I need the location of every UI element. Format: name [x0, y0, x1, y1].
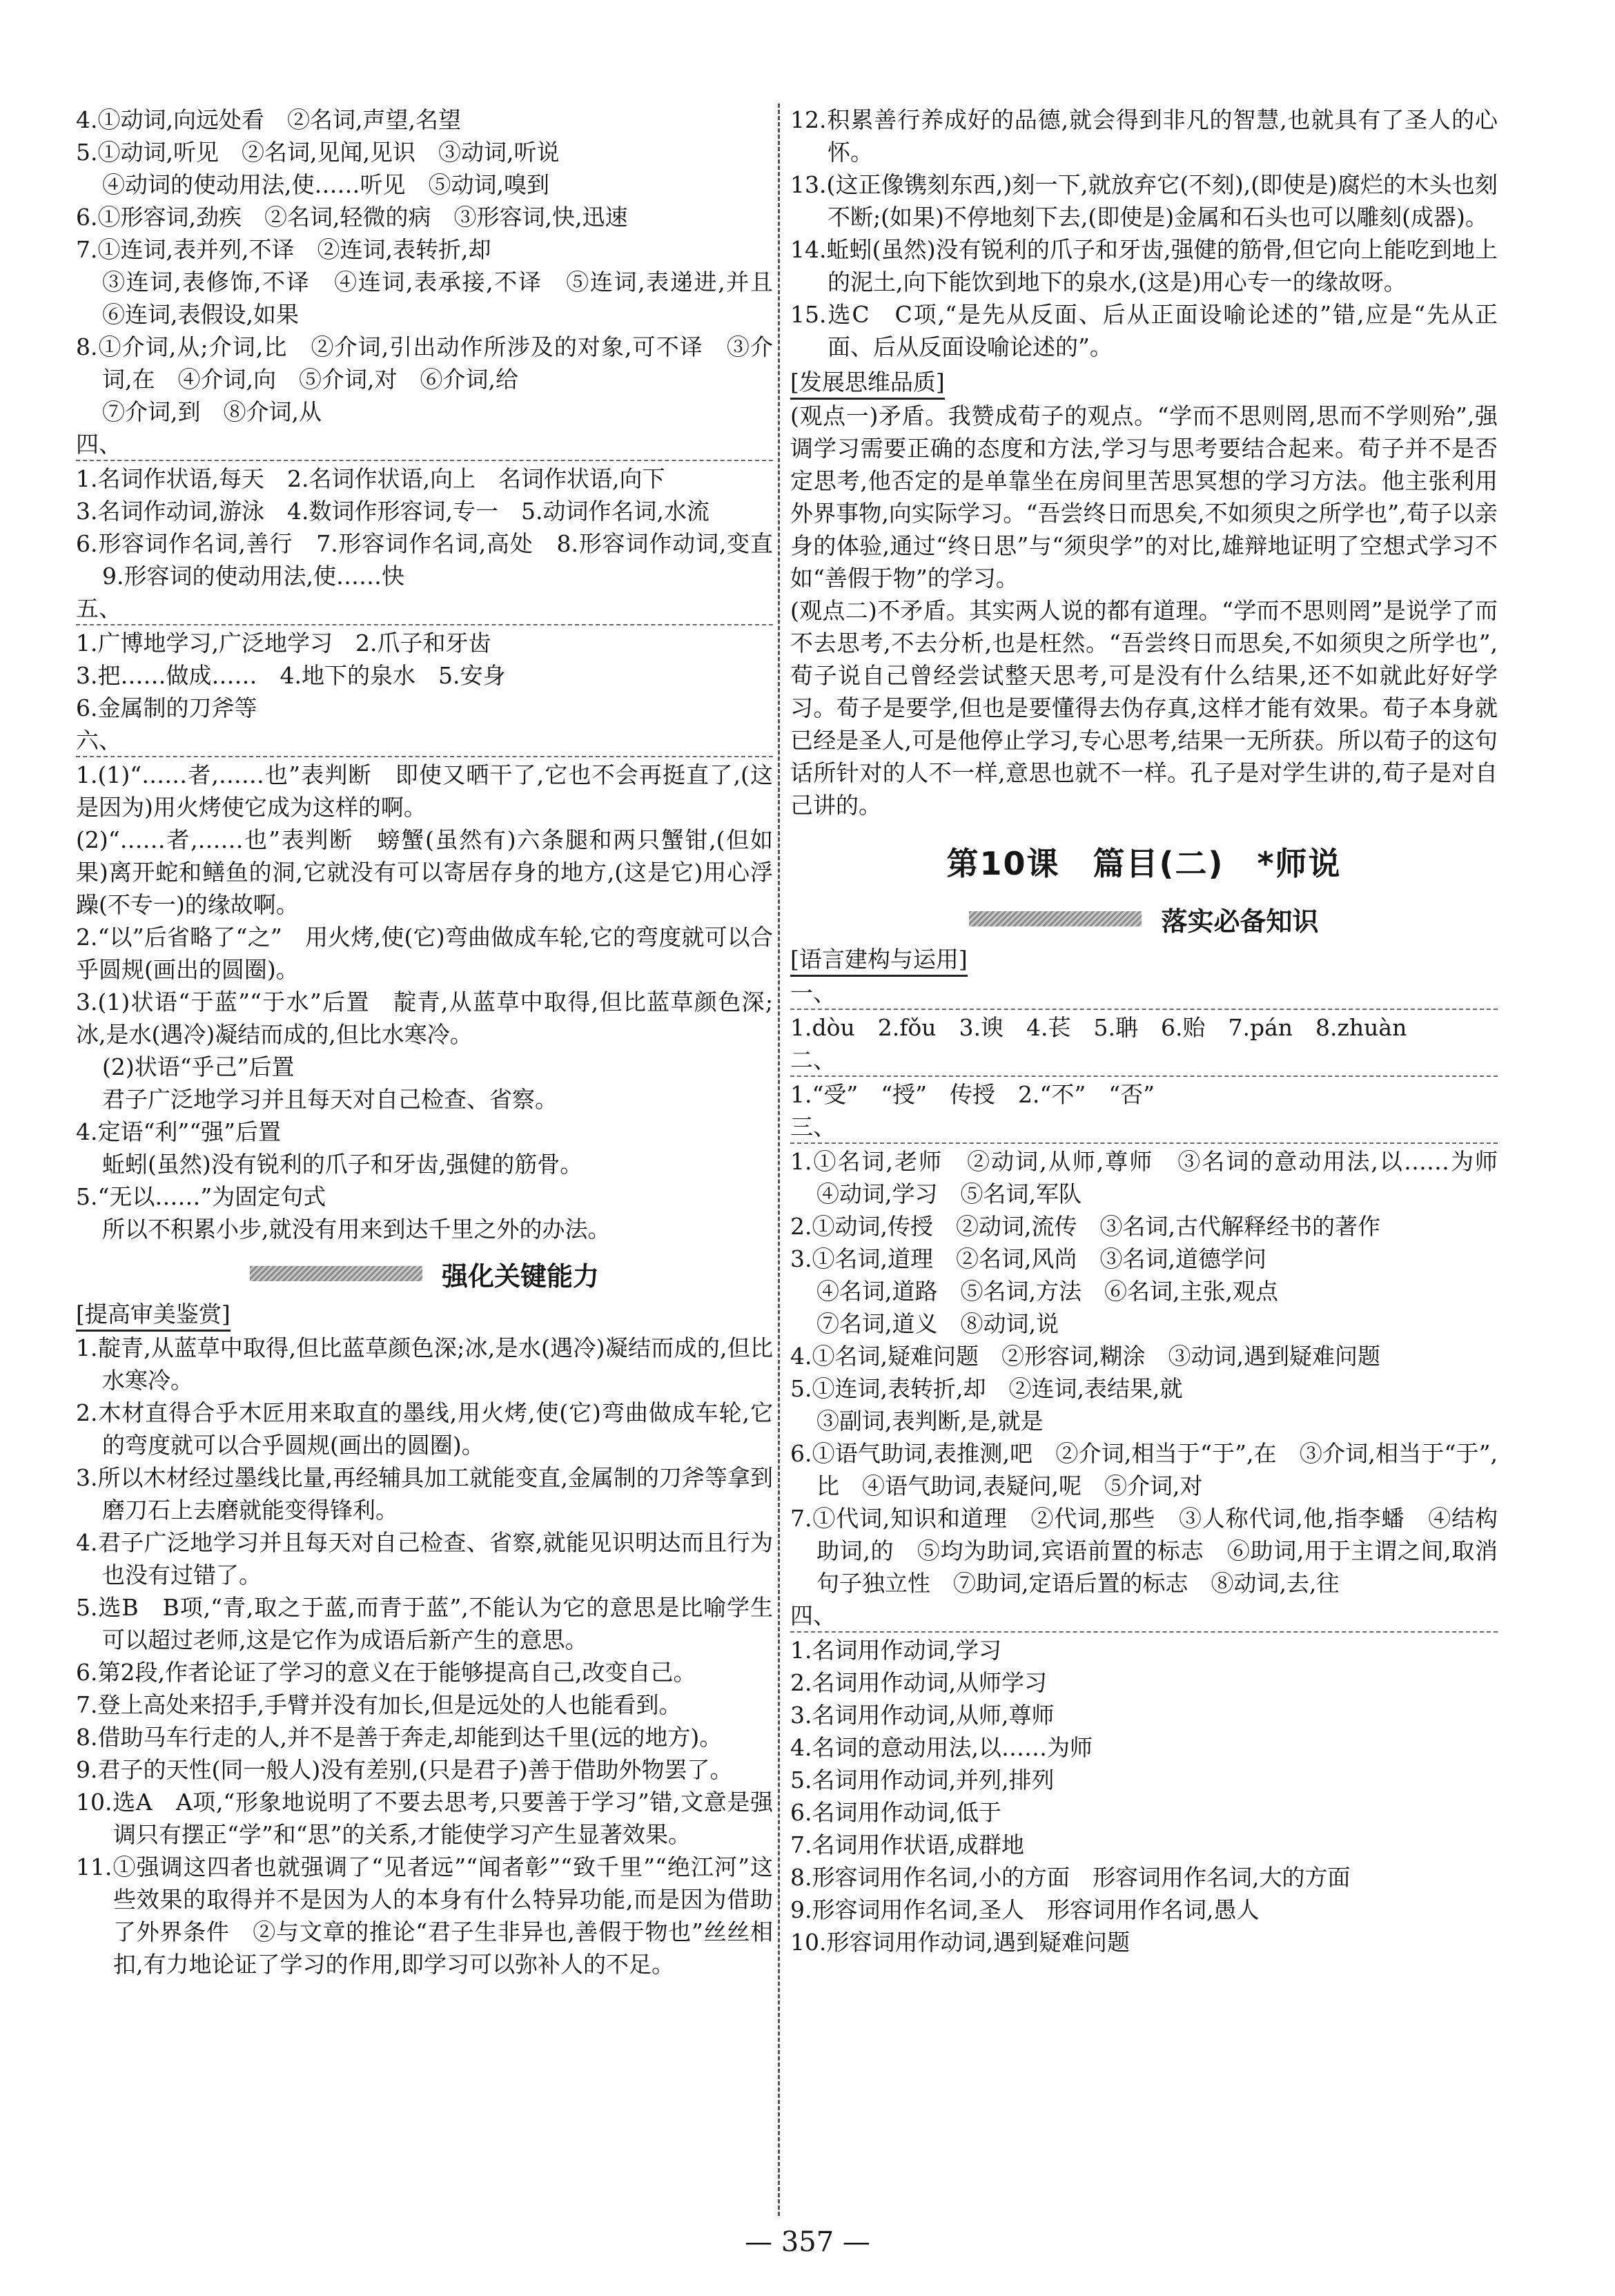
section-heading: 一、	[790, 980, 1498, 1010]
answer-line: ④动词的使动用法,使……听见 ⑤动词,嗅到	[102, 171, 549, 198]
answer-line: 5.①动词,听见 ②名词,见闻,见识 ③动词,听说	[76, 139, 560, 166]
answer-line: 1.广博地学习,广泛地学习 2.爪子和牙齿	[76, 630, 491, 656]
answer-line: 7.①连词,表并列,不译 ②连词,表转折,却	[76, 236, 491, 263]
left-column	[76, 104, 796, 1981]
answer-line: 3.名词用作动词,从师,尊师	[790, 1702, 1055, 1729]
answer-line: 1.(1)“……者,……也”表判断 即使又晒干了,它也不会再挺直了,(这是因为)用火烤使它成为这样的啊。	[76, 761, 773, 821]
answer-line: ⑦介词,到 ⑧介词,从	[102, 398, 322, 425]
answer-line: 2.木材直得合乎木匠用来取直的墨线,用火烤,使(它)弯曲做成车轮,它的弯度就可以合乎圆规(画出的圆圈)。	[76, 1399, 773, 1459]
section-heading: 三、	[790, 1113, 1498, 1144]
answer-line: 10.选A A项,“形象地说明了不要去思考,只要善于学习”错,文意是强调只有摆正“学”和“思”的关系,才能使学习产生显著效果。	[76, 1789, 773, 1848]
right-column	[790, 104, 1520, 1958]
answer-line: 5.“无以……”为固定句式	[76, 1183, 326, 1210]
essay-paragraph: (观点二)不矛盾。其实两人说的都有道理。“学而不思则罔”是说学了而不去思考,不去分析,也是枉然。“吾尝终日而思矣,不如须臾之所学也”,荀子说自己曾经尝试整天思考,可是没有什么结果,还不如就此好好学习。荀子是要学,但也是要懂得去伪存真,这样才能有效果。荀子本身就已经是圣人,可是他停止学习,专心思考,结果一无所获。所以荀子的这句话所针对的人不一样,意思也就不一样。孔子是对学生讲的,荀子是对自己讲的。	[790, 597, 1498, 819]
section-heading: 五、	[76, 595, 773, 625]
answer-line: ⑦名词,道义 ⑧动词,说	[816, 1310, 1059, 1337]
answer-line: 3.①名词,道理 ②名词,风尚 ③名词,道德学问	[790, 1245, 1266, 1272]
answer-line: (2)“……者,……也”表判断 螃蟹(虽然有)六条腿和两只蟹钳,(但如果)离开蛇和鳝鱼的洞,它就没有可以寄居存身的地方,(这是它)用心浮躁(不专一)的缘故啊。	[76, 826, 773, 918]
answer-line: 6.金属制的刀斧等	[76, 694, 257, 721]
column-divider	[778, 104, 780, 2216]
section-heading: 四、	[790, 1602, 1498, 1633]
answer-line: 3.所以木材经过墨线比量,再经辅具加工就能变直,金属制的刀斧等拿到磨刀石上去磨就能变得锋利。	[76, 1464, 773, 1524]
answer-line: 3.把……做成…… 4.地下的泉水 5.安身	[76, 662, 506, 689]
answer-line: 1.靛青,从蓝草中取得,但比蓝草颜色深;冰,是水(遇冷)凝结而成的,但比水寒冷。	[76, 1334, 773, 1394]
answer-line: 1.dòu 2.fǒu 3.谀 4.苌 5.聃 6.贻 7.pán 8.zhuàn	[790, 1014, 1407, 1041]
answer-line: 9.形容词用作名词,圣人 形容词用作名词,愚人	[790, 1896, 1260, 1923]
answer-line: 14.蚯蚓(虽然)没有锐利的爪子和牙齿,强健的筋骨,但它向上能吃到地上的泥土,向下能饮到地下的泉水,(这是)用心专一的缘故呀。	[790, 236, 1498, 295]
answer-line: 15.选C C项,“是先从反面、后从正面设喻论述的”错,应是“先从正面、后从反面设喻论述的”。	[790, 301, 1498, 360]
answer-line: 1.名词用作动词,学习	[790, 1637, 1001, 1664]
answer-line: 6.形容词作名词,善行 7.形容词作名词,高处 8.形容词作动词,变直 9.形容词的使动用法,使……快	[76, 530, 796, 590]
lesson-title: 第10课 篇目(二) *师说	[946, 845, 1342, 882]
band-title: 强化关键能力	[441, 1261, 599, 1292]
answer-line: (2)状语“乎己”后置	[102, 1053, 295, 1080]
answer-line: 12.积累善行养成好的品德,就会得到非凡的智慧,也就具有了圣人的心怀。	[790, 106, 1498, 166]
answer-line: 7.①代词,知识和道理 ②代词,那些 ③人称代词,他,指李蟠 ④结构助词,的 ⑤均为助词,宾语前置的标志 ⑥助词,用于主谓之间,取消句子独立性 ⑦助词,定语后置的标志 ⑧动词,去,往	[790, 1505, 1498, 1597]
answer-line: 1.①名词,老师 ②动词,从师,尊师 ③名词的意动用法,以……为师 ④动词,学习 ⑤名词,军队	[790, 1148, 1520, 1207]
section-heading: 四、	[76, 431, 773, 461]
answer-line: 7.名词用作状语,成群地	[790, 1831, 1024, 1858]
answer-line: 4.①动词,向远处看 ②名词,声望,名望	[76, 106, 461, 133]
answer-line: 8.借助马车行走的人,并不是善于奔走,却能到达千里(远的地方)。	[76, 1724, 723, 1751]
band-stripe	[969, 911, 1142, 926]
answer-line: ③副词,表判断,是,就是	[816, 1408, 1044, 1434]
answer-line: 3.(1)状语“于蓝”“于水”后置 靛青,从蓝草中取得,但比蓝草颜色深;冰,是水(遇冷)凝结而成的,但比水寒冷。	[76, 989, 773, 1048]
answer-line: 6.①语气助词,表推测,吧 ②介词,相当于“于”,在 ③介词,相当于“于”,比 ④语气助词,表疑问,呢 ⑤介词,对	[790, 1440, 1498, 1499]
answer-line: 3.名词作动词,游泳 4.数词作形容词,专一 5.动词作名词,水流	[76, 498, 709, 525]
essay-paragraph: (观点一)矛盾。我赞成荀子的观点。“学而不思则罔,思而不学则殆”,强调学习需要正确的态度和方法,学习与思考要结合起来。荀子并不是否定思考,他否定的是单靠坐在房间里苦思冥想的学习方法。他主张利用外界事物,向实际学习。“吾尝终日而思矣,不如须臾之所学也”,荀子以亲身的体验,通过“终日思”与“须臾学”的对比,雄辩地证明了空想式学习不如“善假于物”的学习。	[790, 402, 1498, 592]
answer-line: 2.①动词,传授 ②动词,流传 ③名词,古代解释经书的著作	[790, 1213, 1380, 1240]
answer-line: 6.第2段,作者论证了学习的意义在于能够提高自己,改变自己。	[76, 1659, 696, 1686]
answer-line: 4.定语“利”“强”后置	[76, 1118, 281, 1145]
answer-line: 5.①连词,表转折,却 ②连词,表结果,就	[790, 1375, 1183, 1402]
subsection-tag: [发展思维品质]	[790, 367, 1498, 400]
band-title: 落实必备知识	[1161, 906, 1319, 937]
section-band	[76, 1252, 773, 1295]
section-heading: 二、	[790, 1047, 1498, 1077]
answer-line: 9.君子的天性(同一般人)没有差别,(只是君子)善于借助外物罢了。	[76, 1756, 733, 1783]
answer-line: 6.名词用作动词,低于	[790, 1799, 1001, 1826]
answer-line: 2.名词用作动词,从师学习	[790, 1669, 1047, 1696]
page-number: — 357 —	[745, 2226, 870, 2258]
section-band	[790, 897, 1498, 940]
answer-line: 13.(这正像镌刻东西,)刻一下,就放弃它(不刻),(即使是)腐烂的木头也刻不断;(如果)不停地刻下去,(即使是)金属和石头也可以雕刻(成器)。	[790, 171, 1498, 231]
answer-line: 5.选B B项,“青,取之于蓝,而青于蓝”,不能认为它的意思是比喻学生可以超过老师,这是它作为成语后新产生的意思。	[76, 1594, 773, 1653]
band-stripe	[250, 1266, 422, 1281]
answer-line: 1.“受” “授” 传授 2.“不” “否”	[790, 1081, 1155, 1108]
section-heading: 六、	[76, 727, 773, 757]
answer-line: 6.①形容词,劲疾 ②名词,轻微的病 ③形容词,快,迅速	[76, 204, 628, 231]
answer-line: 10.形容词用作动词,遇到疑难问题	[790, 1929, 1130, 1956]
answer-line: 1.名词作状语,每天 2.名词作状语,向上 名词作状语,向下	[76, 465, 665, 492]
subsection-tag: [提高审美鉴赏]	[76, 1299, 773, 1332]
answer-line: 君子广泛地学习并且每天对自己检查、省察。	[102, 1086, 558, 1113]
answer-line: ④名词,道路 ⑤名词,方法 ⑥名词,主张,观点	[816, 1278, 1278, 1305]
answer-line: 11.①强调这四者也就强调了“见者远”“闻者彰”“致千里”“绝江河”这些效果的取得并不是因为人的本身有什么特异功能,而是因为借助了外界条件 ②与文章的推论“君子生非异也,善假于物也”丝丝相扣,有力地论证了学习的作用,即学习可以弥补人的不足。	[76, 1854, 773, 1978]
answer-line: 2.“以”后省略了“之” 用火烤,使(它)弯曲做成车轮,它的弯度就可以合乎圆规(画出的圆圈)。	[76, 924, 773, 983]
answer-line: 4.名词的意动用法,以……为师	[790, 1734, 1093, 1761]
answer-line: 8.形容词用作名词,小的方面 形容词用作名词,大的方面	[790, 1864, 1351, 1891]
answer-line: 所以不积累小步,就没有用来到达千里之外的办法。	[102, 1216, 611, 1243]
answer-line: 4.①名词,疑难问题 ②形容词,糊涂 ③动词,遇到疑难问题	[790, 1343, 1380, 1370]
answer-line: 4.君子广泛地学习并且每天对自己检查、省察,就能见识明达而且行为也没有过错了。	[76, 1529, 773, 1588]
answer-line: 7.登上高处来招手,手臂并没有加长,但是远处的人也能看到。	[76, 1691, 682, 1718]
answer-line: 蚯蚓(虽然)没有锐利的爪子和牙齿,强健的筋骨。	[102, 1151, 583, 1178]
answer-line: 8.①介词,从;介词,比 ②介词,引出动作所涉及的对象,可不译 ③介词,在 ④介词,向 ⑤介词,对 ⑥介词,给	[76, 333, 773, 393]
answer-line: ③连词,表修饰,不译 ④连词,表承接,不译 ⑤连词,表递进,并且 ⑥连词,表假设,如果	[102, 269, 796, 328]
answer-line: 5.名词用作动词,并列,排列	[790, 1767, 1055, 1793]
subsection-tag: [语言建构与运用]	[790, 944, 1498, 977]
